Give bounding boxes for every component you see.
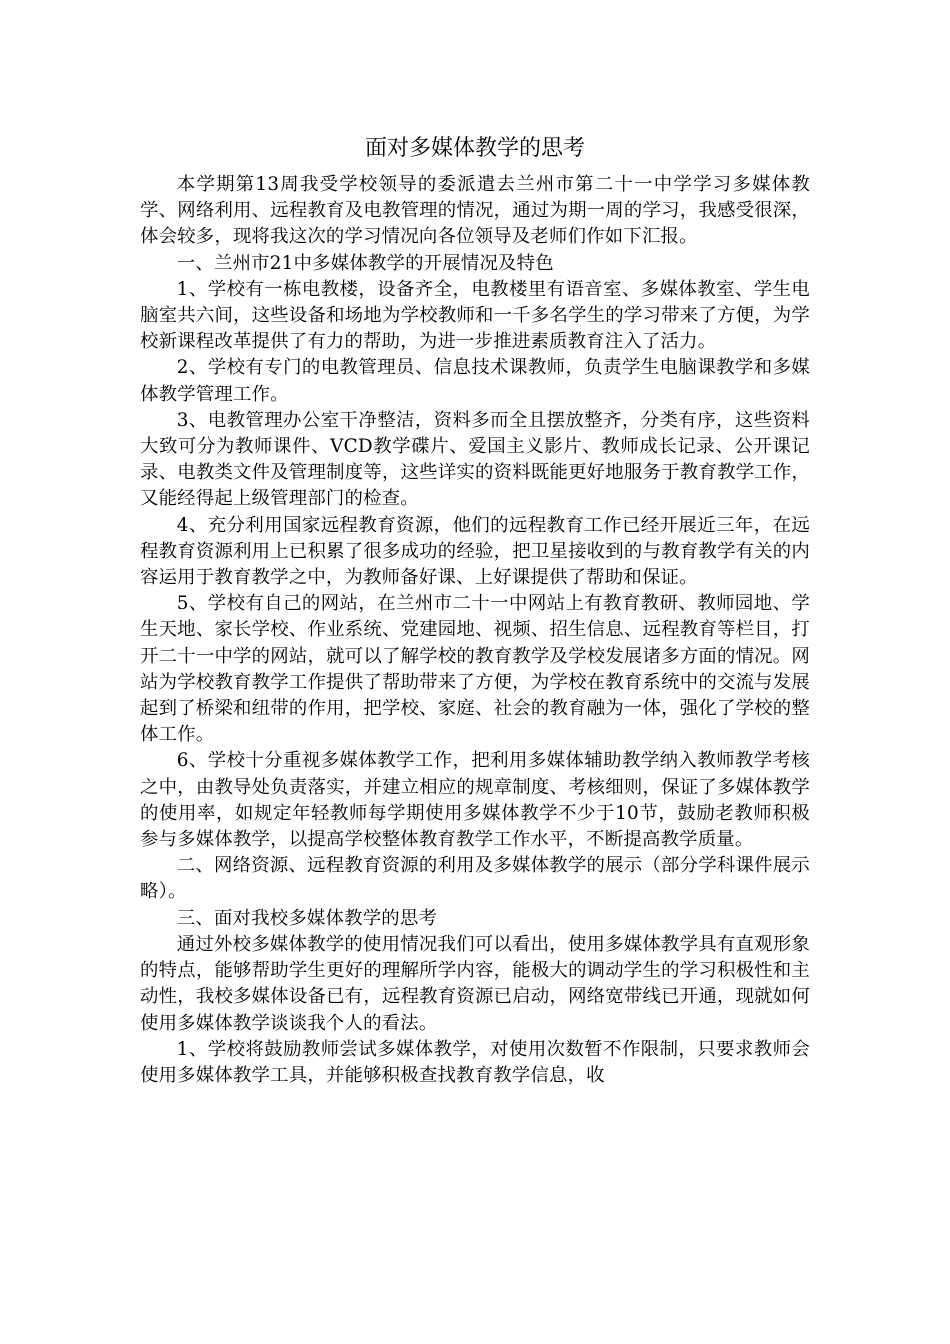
section-heading-2: 二、网络资源、远程教育资源的利用及多媒体教学的展示（部分学科课件展示略）。 bbox=[140, 855, 810, 903]
document-page bbox=[140, 132, 810, 1089]
paragraph-suggestion-1: 1、学校将鼓励教师尝试多媒体教学，对使用次数暂不作限制，只要求教师会使用多媒体教学工具，并能够积极查找教育教学信息，收 bbox=[140, 1038, 810, 1086]
paragraph-item-3: 3、电教管理办公室干净整洁，资料多而全且摆放整齐，分类有序，这些资料大致可分为教师课件、VCD教学碟片、爱国主义影片、教师成长记录、公开课记录、电教类文件及管理制度等，这些详实的资料既能更好地服务于教育教学工作，又能经得起上级管理部门的检查。 bbox=[140, 409, 810, 510]
paragraph-reflection: 通过外校多媒体教学的使用情况我们可以看出，使用多媒体教学具有直观形象的特点，能够帮助学生更好的理解所学内容，能极大的调动学生的学习积极性和主动性，我校多媒体设备已有，远程教育资源已启动，网络宽带线已开通，现就如何使用多媒体教学谈谈我个人的看法。 bbox=[140, 933, 810, 1034]
paragraph-item-5: 5、学校有自己的网站，在兰州市二十一中网站上有教育教研、教师园地、学生天地、家长学校、作业系统、党建园地、视频、招生信息、远程教育等栏目，打开二十一中学的网站，就可以了解学校的教育教学及学校发展诸多方面的情况。网站为学校教育教学工作提供了帮助带来了方便，为学校在教育系统中的交流与发展起到了桥梁和纽带的作用，把学校、家庭、社会的教育融为一体，强化了学校的整体工作。 bbox=[140, 593, 810, 746]
paragraph-item-4: 4、充分利用国家远程教育资源，他们的远程教育工作已经开展近三年，在远程教育资源利用上已积累了很多成功的经验，把卫星接收到的与教育教学有关的内容运用于教育教学之中，为教师备好课、上好课提供了帮助和保证。 bbox=[140, 514, 810, 589]
document-title: 面对多媒体教学的思考 bbox=[364, 136, 585, 161]
paragraph-item-2: 2、学校有专门的电教管理员、信息技术课教师，负责学生电脑课教学和多媒体教学管理工作。 bbox=[140, 357, 810, 405]
paragraph-item-6: 6、学校十分重视多媒体教学工作，把利用多媒体辅助教学纳入教师教学考核之中，由教导处负责落实，并建立相应的规章制度、考核细则，保证了多媒体教学的使用率，如规定年轻教师每学期使用多媒体教学不少于10节，鼓励老教师积极参与多媒体教学，以提高学校整体教育教学工作水平，不断提高教学质量。 bbox=[140, 750, 810, 851]
section-heading-3: 三、面对我校多媒体教学的思考 bbox=[176, 907, 438, 929]
paragraph-item-1: 1、学校有一栋电教楼，设备齐全，电教楼里有语音室、多媒体教室、学生电脑室共六间，这些设备和场地为学校教师和一千多名学生的学习带来了方便，为学校新课程改革提供了有力的帮助，为进一步推进素质教育注入了活力。 bbox=[140, 278, 810, 353]
paragraph-intro: 本学期第13周我受学校领导的委派遣去兰州市第二十一中学学习多媒体教学、网络利用、远程教育及电教管理的情况，通过为期一周的学习，我感受很深，体会较多，现将我这次的学习情况向各位领导及老师们作如下汇报。 bbox=[140, 174, 810, 248]
section-heading-1: 一、兰州市21中多媒体教学的开展情况及特色 bbox=[176, 252, 554, 274]
